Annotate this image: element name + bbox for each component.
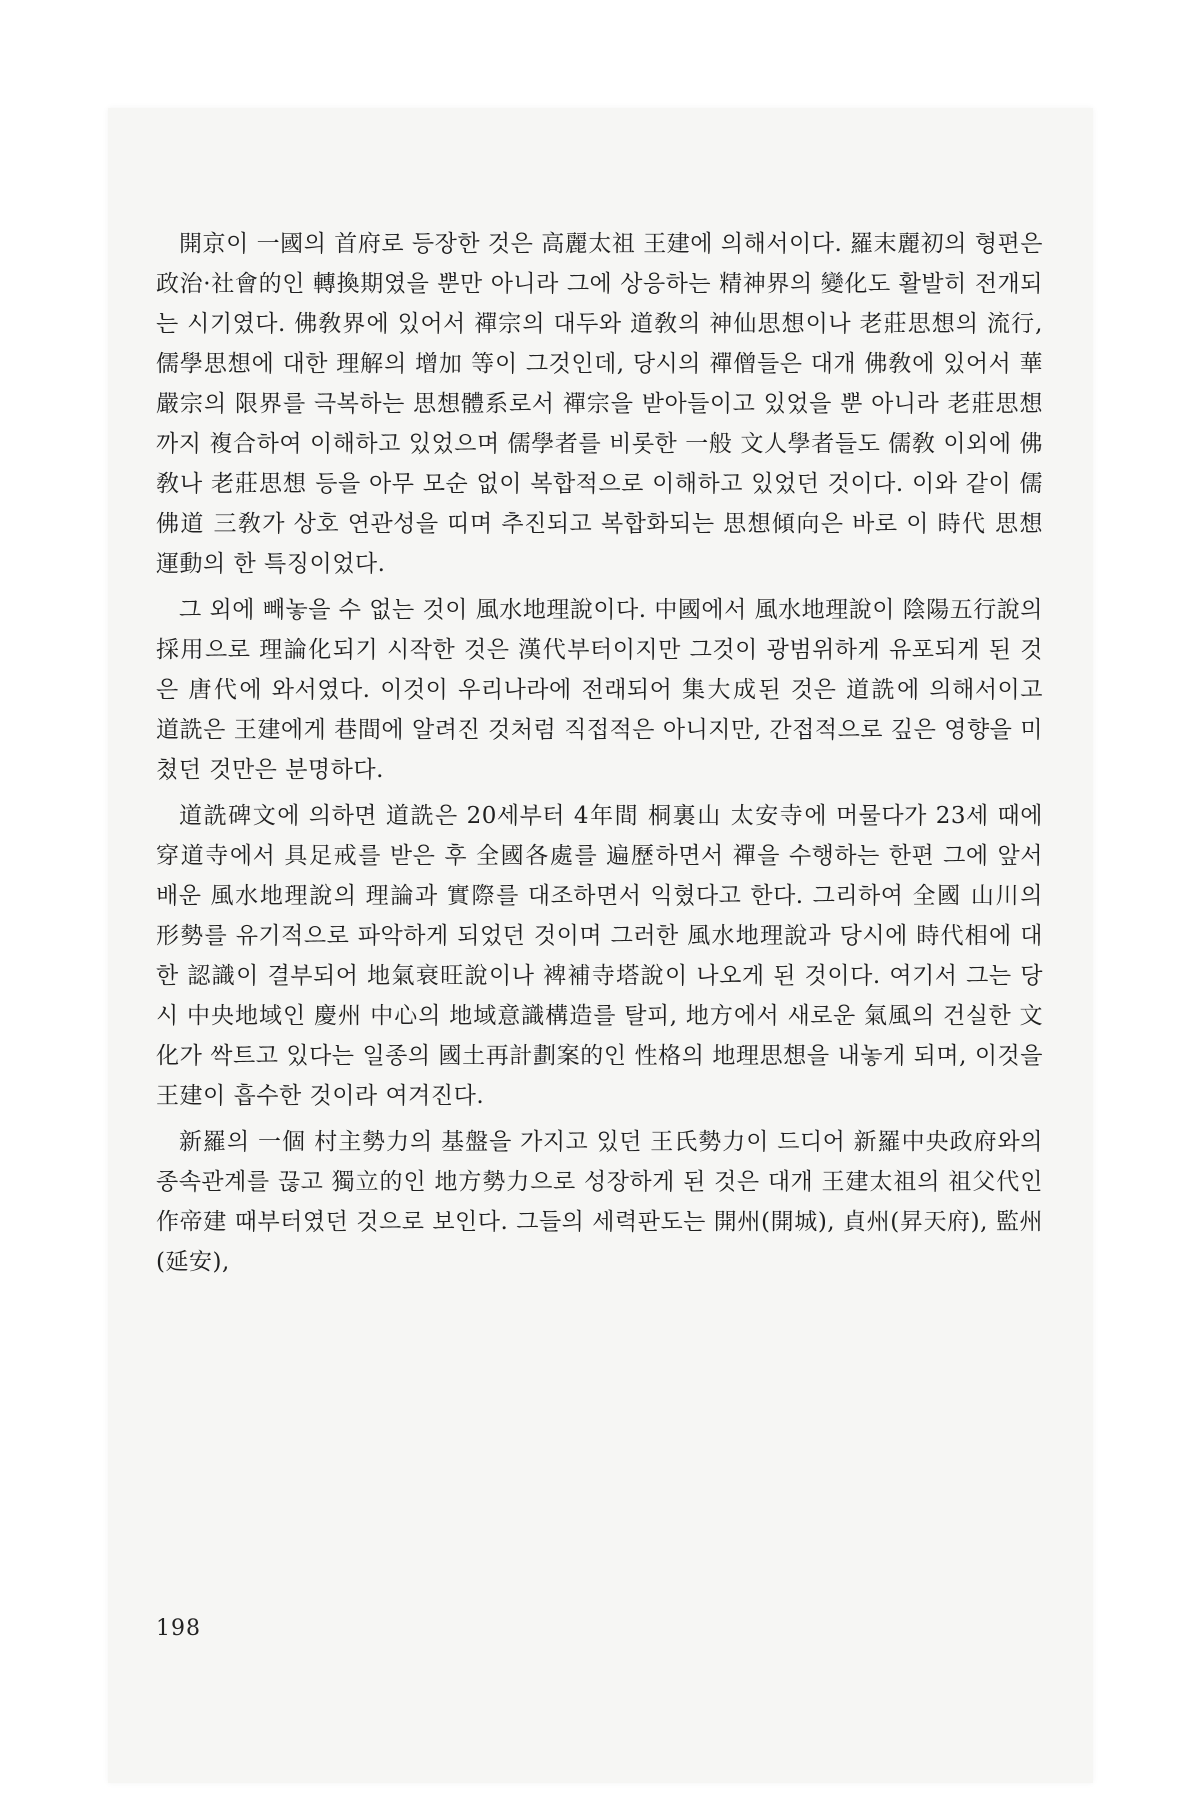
- paragraph: 道詵碑文에 의하면 道詵은 20세부터 4年間 桐裏山 太安寺에 머물다가 23세 때에 穿道寺에서 具足戒를 받은 후 全國各處를 遍歷하면서 禪을 수행하는 한편 그에 앞서 배운 風水地理說의 理論과 實際를 대조하면서 익혔다고 한다. 그리하여 全國 山川의 形勢를 유기적으로 파악하게 되었던 것이며 그러한 風水地理說과 당시에 時代相에 대한 認識이 결부되어 地氣衰旺說이나 裨補寺塔說이 나오게 된 것이다. 여기서 그는 당시 中央地域인 慶州 中心의 地域意識構造를 탈피, 地方에서 새로운 氣風의 건실한 文化가 싹트고 있다는 일종의 國土再計劃案的인 性格의 地理思想을 내놓게 되며, 이것을 王建이 흡수한 것이라 여겨진다.: [156, 803, 1043, 1109]
- paragraph: 그 외에 빼놓을 수 없는 것이 風水地理說이다. 中國에서 風水地理說이 陰陽五行說의 採用으로 理論化되기 시작한 것은 漢代부터이지만 그것이 광범위하게 유포되게 된 것은 唐代에 와서였다. 이것이 우리나라에 전래되어 集大成된 것은 道詵에 의해서이고 道詵은 王建에게 巷間에 알려진 것처럼 직접적은 아니지만, 간접적으로 깊은 영향을 미쳤던 것만은 분명하다.: [156, 597, 1043, 783]
- page-number: 198: [156, 1616, 201, 1641]
- body-text: [156, 224, 1043, 1288]
- paragraph: 開京이 一國의 首府로 등장한 것은 高麗太祖 王建에 의해서이다. 羅末麗初의 형편은 政治·社會的인 轉換期였을 뿐만 아니라 그에 상응하는 精神界의 變化도 활발히 전개되는 시기였다. 佛敎界에 있어서 禪宗의 대두와 道敎의 神仙思想이나 老莊思想의 流行, 儒學思想에 대한 理解의 增加 等이 그것인데, 당시의 禪僧들은 대개 佛敎에 있어서 華嚴宗의 限界를 극복하는 思想體系로서 禪宗을 받아들이고 있었을 뿐 아니라 老莊思想까지 複合하여 이해하고 있었으며 儒學者를 비롯한 一般 文人學者들도 儒敎 이외에 佛敎나 老莊思想 등을 아무 모순 없이 복합적으로 이해하고 있었던 것이다. 이와 같이 儒佛道 三敎가 상호 연관성을 띠며 추진되고 복합화되는 思想傾向은 바로 이 時代 思想運動의 한 특징이었다.: [156, 231, 1043, 577]
- paragraph: 新羅의 一個 村主勢力의 基盤을 가지고 있던 王氏勢力이 드디어 新羅中央政府와의 종속관계를 끊고 獨立的인 地方勢力으로 성장하게 된 것은 대개 王建太祖의 祖父代인 作帝建 때부터였던 것으로 보인다. 그들의 세력판도는 開州(開城), 貞州(昇天府), 監州(延安),: [156, 1129, 1043, 1275]
- book-page: [108, 108, 1093, 1783]
